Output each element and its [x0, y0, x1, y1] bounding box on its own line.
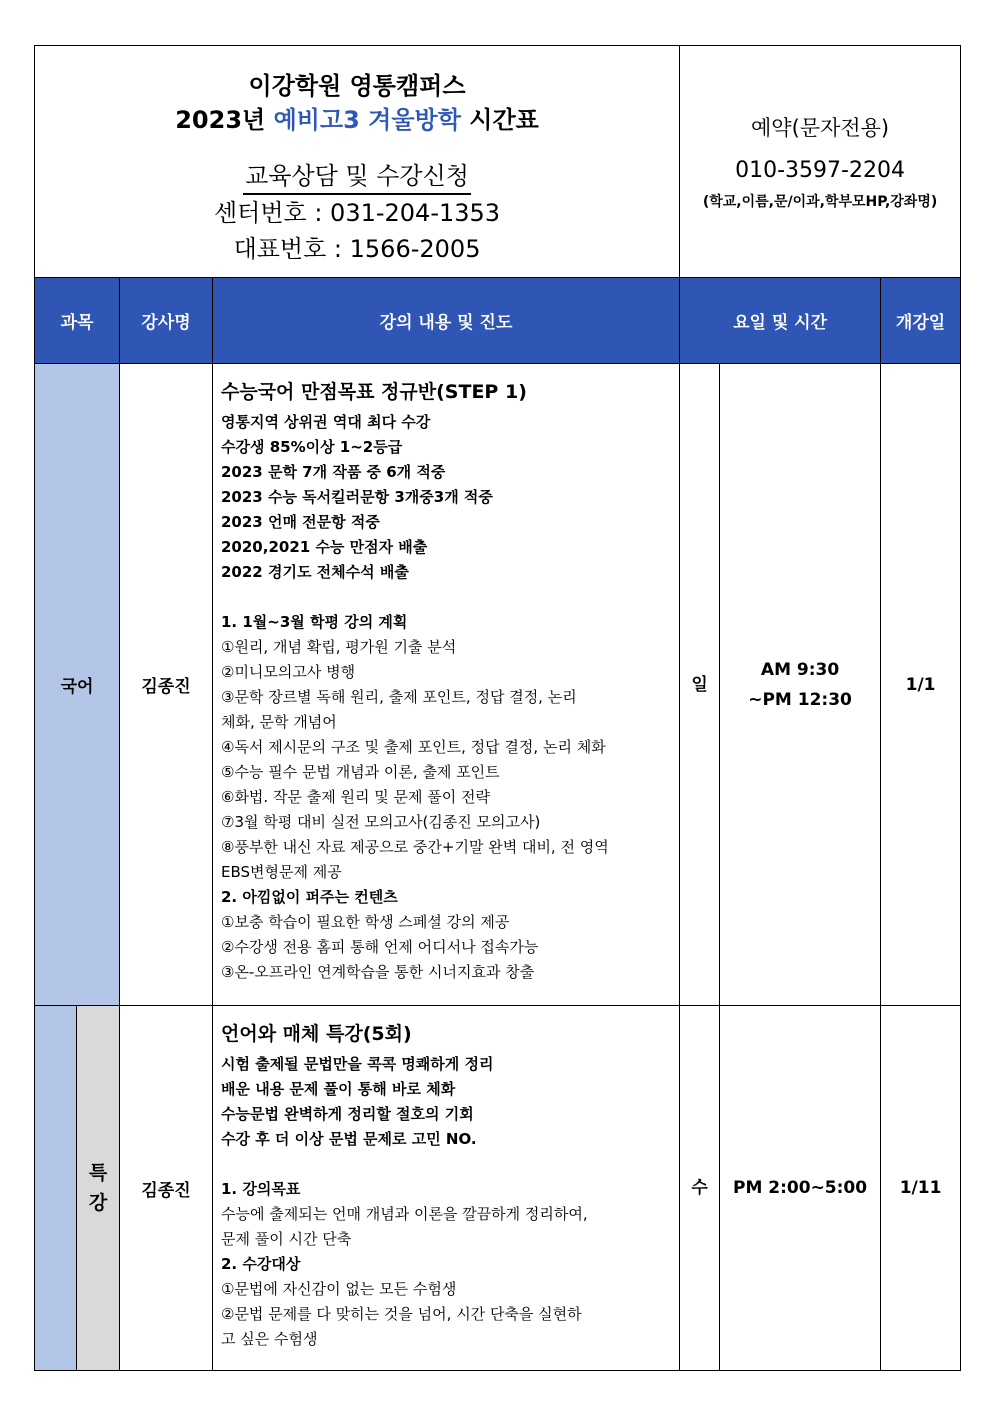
- reservation-block: [680, 46, 961, 278]
- schedule-title: [35, 103, 679, 137]
- day-cell: 일: [680, 364, 720, 1006]
- time-cell: [720, 364, 881, 1006]
- course-line: ⑤수능 필수 문법 개념과 이론, 출제 포인트: [221, 763, 500, 781]
- course-line: 2020,2021 수능 만점자 배출: [221, 538, 428, 556]
- col-schedule: 요일 및 시간: [680, 278, 881, 364]
- course-line: 수강생 85%이상 1~2등급: [221, 438, 403, 456]
- col-teacher: 강사명: [120, 278, 213, 364]
- subject-side-bar: [35, 1006, 77, 1371]
- course-line: 2023 언매 전문항 적중: [221, 513, 380, 531]
- main-phone: 대표번호 : 1566-2005: [233, 234, 481, 263]
- table-row: [35, 364, 961, 1006]
- reservation-phone: 010-3597-2204: [735, 158, 905, 183]
- header-title-block: [35, 46, 680, 278]
- course-line: ①원리, 개념 확립, 평가원 기출 분석: [221, 638, 457, 656]
- course-content: [213, 1006, 680, 1371]
- course-line: 수강 후 더 이상 문법 문제로 고민 NO.: [221, 1130, 477, 1148]
- schedule-title-year: 2023년: [175, 105, 274, 134]
- time-range: PM 2:00~5:00: [732, 1178, 868, 1198]
- course-line: ③문학 장르별 독해 원리, 출제 포인트, 정답 결정, 논리: [221, 688, 577, 706]
- time-cell: [720, 1006, 881, 1371]
- col-content: 강의 내용 및 진도: [213, 278, 680, 364]
- header-row: [35, 46, 961, 278]
- course-line: 2022 경기도 전체수석 배출: [221, 563, 409, 581]
- academy-title: 이강학원 영통캠퍼스: [248, 71, 466, 100]
- subject-cell: 국어: [35, 364, 120, 1006]
- time-start: AM 9:30: [760, 659, 840, 680]
- course-line: 2. 수강대상: [221, 1255, 301, 1273]
- course-line: 문제 풀이 시간 단축: [221, 1230, 352, 1248]
- course-line: 2023 수능 독서킬러문항 3개중3개 적중: [221, 488, 493, 506]
- course-line: ⑧풍부한 내신 자료 제공으로 중간+기말 완벽 대비, 전 영역: [221, 838, 609, 856]
- course-line: ④독서 제시문의 구조 및 출제 포인트, 정답 결정, 논리 체화: [221, 738, 606, 756]
- start-date-cell: 1/11: [881, 1006, 961, 1371]
- course-line: ③온-오프라인 연계학습을 통한 시너지효과 창출: [221, 963, 535, 981]
- reservation-note: (학교,이름,문/이과,학부모HP,강좌명): [702, 194, 938, 210]
- course-content: [213, 364, 680, 1006]
- reservation-label: 예약(문자전용): [751, 116, 890, 140]
- course-line: ②문법 문제를 다 맞히는 것을 넘어, 시간 단축을 실현하: [221, 1305, 582, 1323]
- course-line: 수능에 출제되는 언매 개념과 이론을 깔끔하게 정리하여,: [221, 1205, 588, 1223]
- time-end: ~PM 12:30: [748, 689, 852, 710]
- course-line: 영통지역 상위권 역대 최다 수강: [221, 413, 431, 431]
- course-line: ①문법에 자신감이 없는 모든 수험생: [221, 1280, 457, 1298]
- subject-cell: [77, 1006, 120, 1371]
- start-date-cell: 1/1: [881, 364, 961, 1006]
- course-line: 수능문법 완벽하게 정리할 절호의 기회: [221, 1105, 474, 1123]
- course-title: 언어와 매체 특강(5회): [221, 1023, 412, 1045]
- course-lines: [221, 1052, 671, 1352]
- column-header-row: [35, 278, 961, 364]
- center-phone: 센터번호 : 031-204-1353: [213, 198, 501, 227]
- course-line: ⑦3월 학평 대비 실전 모의고사(김종진 모의고사): [221, 813, 541, 831]
- teacher-cell: 김종진: [120, 364, 213, 1006]
- schedule-title-suffix: 시간표: [460, 105, 539, 134]
- course-line: ②수강생 전용 홈피 통해 언제 어디서나 접속가능: [221, 938, 539, 956]
- course-line: ①보충 학습이 필요한 학생 스페셜 강의 제공: [221, 913, 510, 931]
- timetable: [34, 45, 961, 1371]
- course-line: 2023 문학 7개 작품 중 6개 적중: [221, 463, 446, 481]
- course-line: 고 싶은 수험생: [221, 1330, 318, 1348]
- subject-char: 강: [88, 1192, 108, 1214]
- course-line: 시험 출제될 문법만을 콕콕 명쾌하게 정리: [221, 1055, 494, 1073]
- col-subject: 과목: [35, 278, 120, 364]
- course-lines: [221, 410, 671, 985]
- course-line: ②미니모의고사 병행: [221, 663, 356, 681]
- course-line: 1. 강의목표: [221, 1180, 301, 1198]
- course-line: 2. 아낌없이 퍼주는 컨텐츠: [221, 888, 398, 906]
- schedule-title-accent: 예비고3 겨울방학: [273, 105, 461, 134]
- subject-char: 특: [88, 1162, 108, 1184]
- course-title: 수능국어 만점목표 정규반(STEP 1): [221, 381, 527, 403]
- course-line: [221, 1152, 671, 1177]
- teacher-cell: 김종진: [120, 1006, 213, 1371]
- course-line: ⑥화법. 작문 출제 원리 및 문제 풀이 전략: [221, 788, 490, 806]
- course-line: 배운 내용 문제 풀이 통해 바로 체화: [221, 1080, 456, 1098]
- course-line: EBS변형문제 제공: [221, 863, 342, 881]
- table-row: [35, 1006, 961, 1371]
- day-cell: 수: [680, 1006, 720, 1371]
- col-start-date: 개강일: [881, 278, 961, 364]
- course-line: 1. 1월~3월 학평 강의 계획: [221, 613, 408, 631]
- course-line: [221, 585, 671, 610]
- counsel-label: 교육상담 및 수강신청: [243, 161, 471, 195]
- course-line: 체화, 문학 개념어: [221, 713, 337, 731]
